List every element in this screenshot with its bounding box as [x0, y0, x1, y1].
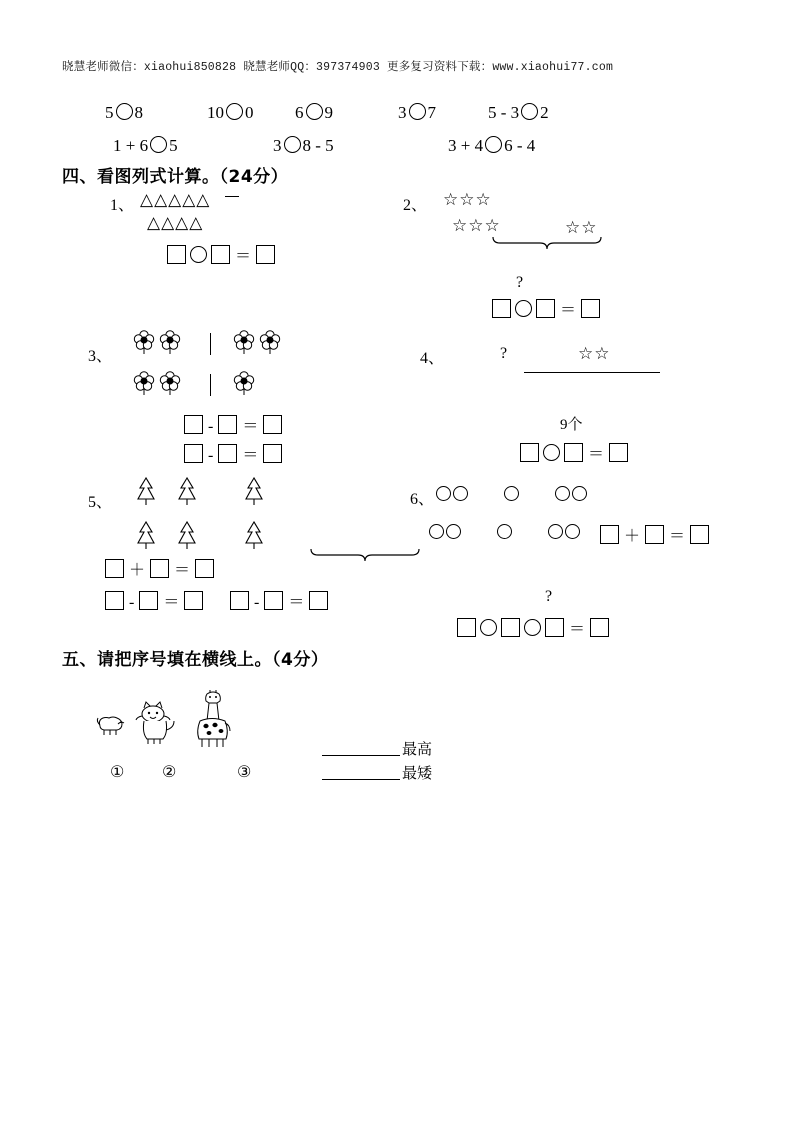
equals-sign: ＝ [235, 248, 252, 265]
minus-sign: - [208, 418, 214, 435]
section-5-title: 五、请把序号填在横线上。（4分） [62, 650, 329, 670]
compare-item-6 [113, 136, 178, 156]
question-3-equation-2 [182, 442, 284, 465]
question-5-number: 5、 [88, 494, 113, 511]
answer-box[interactable] [690, 525, 709, 544]
label-shortest: 最矮 [402, 764, 433, 782]
question-6-question-mark: ? [545, 588, 553, 605]
question-2-question-mark: ? [516, 274, 524, 291]
question-2-shapes-row2a: ☆☆☆ [452, 216, 501, 235]
compare-right: 5 [169, 136, 178, 155]
compare-right: 8 - 5 [302, 136, 334, 155]
answer-box[interactable] [184, 415, 203, 434]
question-1-shapes-row2: △△△△ [147, 213, 204, 232]
minus-sign: - [254, 594, 260, 611]
compare-circle[interactable] [284, 136, 301, 153]
answer-box[interactable] [645, 525, 664, 544]
circle-shape [548, 524, 563, 539]
operator-circle[interactable] [515, 300, 532, 317]
small-animal-icon [97, 717, 124, 735]
equals-sign: ＝ [163, 594, 180, 611]
answer-box[interactable] [520, 443, 539, 462]
answer-box[interactable] [492, 299, 511, 318]
answer-box[interactable] [218, 444, 237, 463]
answer-box[interactable] [309, 591, 328, 610]
compare-left: 6 [295, 103, 304, 122]
answer-box[interactable] [590, 618, 609, 637]
question-4-shapes: ☆☆ [578, 344, 611, 363]
question-6-brace [310, 548, 420, 562]
answer-box[interactable] [264, 591, 283, 610]
circle-shape [436, 486, 451, 501]
compare-circle[interactable] [150, 136, 167, 153]
answer-box[interactable] [167, 245, 186, 264]
question-4-underline [524, 372, 660, 373]
circle-shape [565, 524, 580, 539]
question-1-number: 1、 [110, 197, 135, 214]
divider-bar [210, 374, 211, 396]
equals-sign: ＝ [669, 528, 686, 545]
compare-left: 10 [207, 103, 224, 122]
circle-shape [453, 486, 468, 501]
compare-circle[interactable] [226, 103, 243, 120]
question-6-circles-row2 [428, 524, 581, 543]
equals-sign: ＝ [288, 594, 305, 611]
compare-circle[interactable] [409, 103, 426, 120]
equals-sign: ＝ [242, 418, 259, 435]
operator-circle[interactable] [543, 444, 560, 461]
minus-sign: - [129, 594, 135, 611]
compare-left: 5 - 3 [488, 103, 520, 122]
answer-box[interactable] [545, 618, 564, 637]
question-2-shapes-row1: ☆☆☆ [443, 190, 492, 209]
compare-item-2 [207, 103, 254, 123]
compare-left: 3 + 4 [448, 136, 484, 155]
question-5-equation-2 [103, 589, 205, 612]
answer-box[interactable] [581, 299, 600, 318]
answer-box[interactable] [184, 444, 203, 463]
watermark-text: 晓慧老师微信：xiaohui850828 晓慧老师QQ：397374903 更多复习资料下载：www.xiaohui77.com [62, 61, 614, 74]
answer-box[interactable] [184, 591, 203, 610]
answer-box[interactable] [457, 618, 476, 637]
question-3-number: 3、 [88, 348, 113, 365]
section-4-title: 四、看图列式计算。（24分） [62, 167, 289, 187]
operator-circle[interactable] [480, 619, 497, 636]
giraffe-icon [198, 690, 230, 747]
answer-box[interactable] [256, 245, 275, 264]
circle-shape [497, 524, 512, 539]
equals-sign: ＝ [174, 562, 191, 579]
option-label-1: ① [110, 764, 125, 781]
flower-icon [132, 370, 192, 396]
circle-shape [429, 524, 444, 539]
question-4-count-label: 9个 [560, 417, 583, 433]
option-label-3: ③ [237, 764, 252, 781]
question-4-question-mark: ? [500, 345, 508, 362]
circle-shape [555, 486, 570, 501]
option-label-2: ② [162, 764, 177, 781]
compare-right: 2 [540, 103, 549, 122]
question-1-equation [165, 243, 277, 266]
answer-box[interactable] [195, 559, 214, 578]
divider-bar [210, 333, 211, 355]
question-6-equation-top [598, 523, 711, 546]
circle-shape [446, 524, 461, 539]
question-2-number: 2、 [403, 197, 428, 214]
compare-right: 9 [324, 103, 333, 122]
compare-right: 8 [134, 103, 143, 122]
question-5-equation-3 [228, 589, 330, 612]
equals-sign: ＝ [588, 446, 605, 463]
answer-box[interactable] [150, 559, 169, 578]
answer-blank-shortest[interactable] [322, 779, 400, 780]
compare-circle[interactable] [116, 103, 133, 120]
compare-item-8 [448, 136, 535, 156]
answer-box[interactable] [263, 444, 282, 463]
animals-illustration [92, 688, 262, 748]
compare-item-7 [273, 136, 334, 156]
minus-sign: - [208, 447, 214, 464]
question-4-equation [518, 441, 630, 464]
operator-circle[interactable] [190, 246, 207, 263]
answer-box[interactable] [600, 525, 619, 544]
answer-box[interactable] [105, 591, 124, 610]
answer-box[interactable] [105, 559, 124, 578]
answer-box[interactable] [139, 591, 158, 610]
question-5-equation-1 [103, 557, 216, 580]
compare-left: 5 [105, 103, 114, 122]
plus-sign: ＋ [624, 528, 641, 545]
question-2-brace [492, 236, 602, 250]
compare-circle[interactable] [485, 136, 502, 153]
compare-circle[interactable] [521, 103, 538, 120]
question-2-equation [490, 297, 602, 320]
compare-item-5 [488, 103, 549, 123]
compare-item-1 [105, 103, 143, 123]
compare-circle[interactable] [306, 103, 323, 120]
equals-sign: ＝ [569, 621, 586, 638]
question-6-circles-row1 [435, 486, 588, 505]
answer-box[interactable] [501, 618, 520, 637]
question-2-shapes-row2b: ☆☆ [565, 218, 598, 237]
question-1-strike [225, 196, 239, 197]
compare-item-4 [398, 103, 436, 123]
answer-box[interactable] [218, 415, 237, 434]
question-1-shapes-row1: △△△△△ [140, 190, 211, 209]
plus-sign: ＋ [129, 562, 146, 579]
compare-right: 7 [427, 103, 436, 122]
circle-shape [504, 486, 519, 501]
answer-box[interactable] [536, 299, 555, 318]
operator-circle[interactable] [524, 619, 541, 636]
compare-right: 6 - 4 [504, 136, 536, 155]
answer-blank-tallest[interactable] [322, 755, 400, 756]
tree-icon [132, 518, 272, 552]
compare-left: 1 + 6 [113, 136, 149, 155]
compare-right: 0 [245, 103, 254, 122]
answer-box[interactable] [263, 415, 282, 434]
equals-sign: ＝ [242, 447, 259, 464]
answer-box[interactable] [211, 245, 230, 264]
cat-icon [136, 702, 174, 744]
compare-item-3 [295, 103, 333, 123]
question-4-number: 4、 [420, 350, 445, 367]
equals-sign: ＝ [560, 302, 577, 319]
tree-icon [132, 474, 272, 508]
compare-left: 3 [398, 103, 407, 122]
compare-left: 3 [273, 136, 282, 155]
flower-icon [232, 329, 292, 355]
circle-shape [572, 486, 587, 501]
question-6-equation-bottom [455, 616, 611, 639]
label-tallest: 最高 [402, 740, 433, 758]
flower-icon [132, 329, 192, 355]
answer-box[interactable] [609, 443, 628, 462]
question-6-number: 6、 [410, 491, 435, 508]
question-3-equation-1 [182, 413, 284, 436]
flower-icon [232, 370, 266, 396]
answer-box[interactable] [564, 443, 583, 462]
answer-box[interactable] [230, 591, 249, 610]
